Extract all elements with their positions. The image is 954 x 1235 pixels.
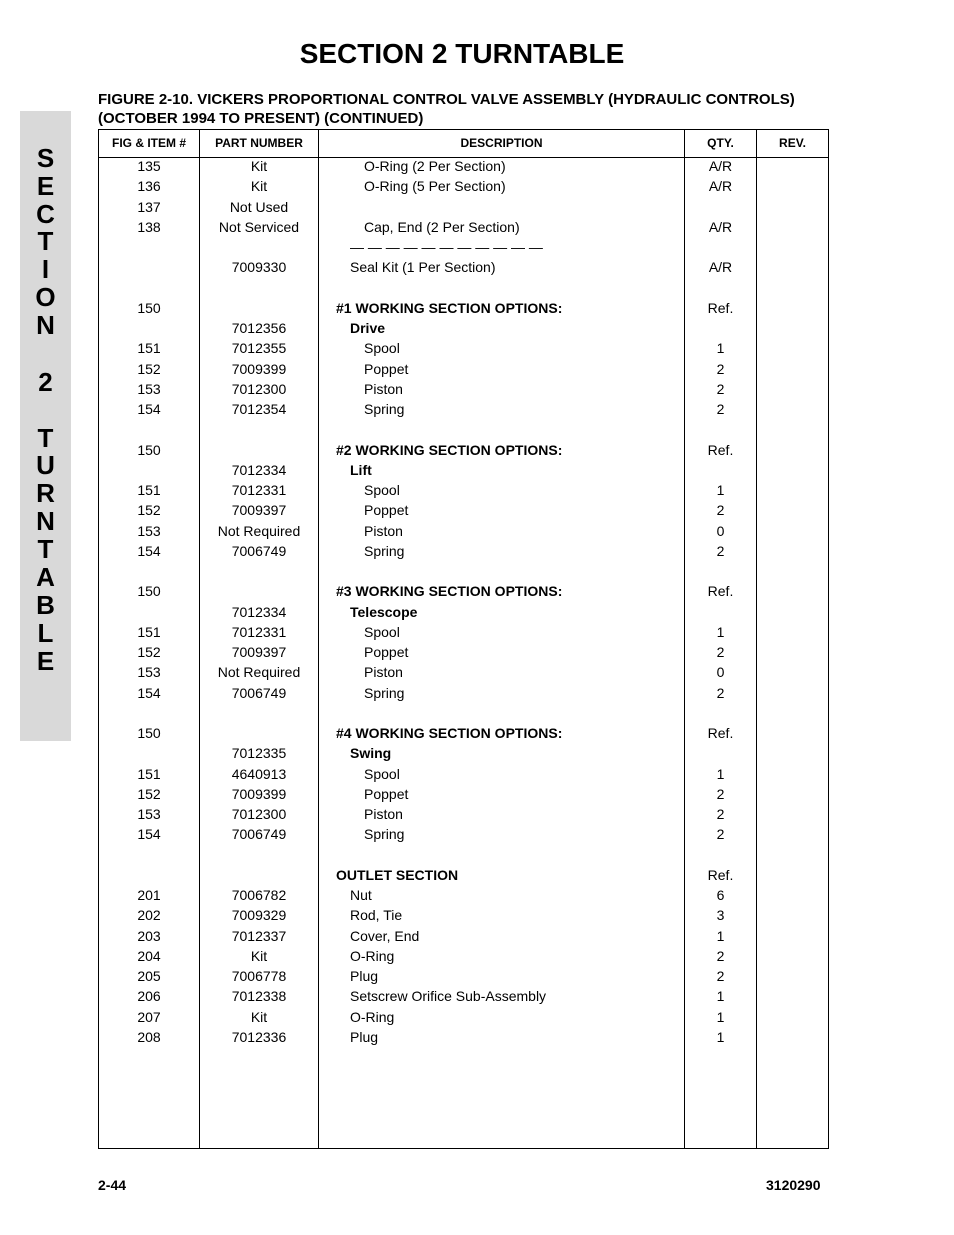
column-divider [756, 130, 757, 1148]
row-description: Nut [350, 887, 372, 903]
row-part-number: Not Required [217, 664, 301, 681]
row-description: O-Ring (5 Per Section) [364, 178, 506, 195]
side-tab-letter: T [37, 423, 54, 453]
row-part-number: Not Serviced [218, 218, 300, 235]
row-item-number: 150 [137, 299, 161, 316]
row-part-number: 7009399 [231, 785, 287, 802]
row-qty: Ref. [707, 866, 734, 883]
row-description: #3 WORKING SECTION OPTIONS: [336, 583, 563, 600]
row-item-number: 153 [137, 806, 161, 822]
row-part-number: 7006749 [231, 684, 287, 701]
row-part-number [200, 419, 318, 439]
row-item-number: 152 [137, 360, 161, 377]
row-description: — — — — — — — — — — — [350, 239, 543, 255]
row-qty: 2 [716, 826, 725, 843]
row-part-number: 7009397 [231, 502, 287, 519]
row-description: Telescope [350, 603, 418, 620]
row-part-number: Not Required [217, 522, 301, 539]
side-tab-letter: I [41, 254, 50, 284]
row-item-number: 151 [137, 765, 161, 782]
row-description: Piston [364, 380, 403, 397]
row-qty: A/R [708, 158, 733, 174]
row-part-number: 7012338 [231, 988, 287, 1005]
row-qty: A/R [708, 218, 733, 235]
figure-title [98, 90, 858, 128]
row-part-number: 7012355 [231, 340, 287, 357]
side-tab-letter: N [36, 506, 55, 536]
row-part-number [200, 581, 318, 601]
row-item-number: 154 [137, 401, 161, 417]
row-part-number [200, 237, 318, 257]
row-description: O-Ring [350, 1008, 395, 1025]
row-qty: 1 [716, 927, 725, 944]
row-description: Piston [364, 522, 403, 539]
row-part-number: 7006778 [231, 968, 287, 984]
row-description: Piston [364, 806, 403, 822]
side-tab-letter: N [36, 310, 55, 340]
row-qty: A/R [708, 259, 733, 276]
row-description: Poppet [364, 360, 409, 377]
row-qty: Ref. [707, 583, 734, 600]
row-qty: 2 [716, 806, 725, 822]
row-part-number [200, 845, 318, 865]
row-part-number [200, 723, 318, 743]
row-description: Poppet [364, 502, 409, 519]
row-part-number: 7012334 [231, 461, 287, 478]
row-description: Spool [364, 623, 400, 640]
column-divider [318, 130, 319, 1148]
row-description: Drive [350, 320, 386, 336]
row-description: O-Ring [350, 947, 395, 964]
row-part-number: 7012334 [231, 603, 287, 620]
row-item-number: 201 [137, 887, 161, 903]
row-item-number [99, 865, 199, 885]
row-item-number: 153 [137, 664, 161, 681]
row-qty [685, 743, 756, 763]
row-item-number: 154 [137, 684, 161, 701]
row-item-number: 154 [137, 826, 161, 843]
side-tab-letter: A [36, 562, 55, 592]
row-qty: 0 [716, 522, 725, 539]
side-tab-letter: R [36, 478, 55, 508]
row-part-number: Kit [250, 178, 268, 195]
row-part-number: Not Used [229, 198, 289, 215]
row-qty: Ref. [707, 441, 734, 458]
row-part-number: 4640913 [231, 765, 287, 782]
row-part-number: 7012336 [231, 1028, 287, 1045]
page-number: 2-44 [98, 1177, 127, 1193]
row-part-number: 7012337 [231, 927, 287, 944]
row-qty [685, 460, 756, 480]
header-description: DESCRIPTION [460, 136, 543, 150]
row-item-number: 151 [137, 340, 161, 357]
side-tab-letter: T [37, 534, 54, 564]
row-item-number: 204 [137, 947, 161, 964]
row-part-number: 7012354 [231, 401, 287, 417]
row-qty: 2 [716, 360, 725, 377]
row-description: Spring [364, 401, 405, 417]
row-qty [685, 237, 756, 257]
row-description: Spring [364, 542, 405, 559]
row-part-number: 7012356 [231, 320, 287, 336]
header-part-number: PART NUMBER [215, 136, 303, 150]
row-part-number [200, 561, 318, 581]
row-qty: Ref. [707, 299, 734, 316]
row-item-number [99, 257, 199, 277]
side-tab-letter: B [36, 590, 55, 620]
row-description: Poppet [364, 785, 409, 802]
document-number: 3120290 [766, 1177, 821, 1193]
row-item-number: 206 [137, 988, 161, 1005]
row-description: Rod, Tie [350, 907, 403, 924]
row-part-number [200, 440, 318, 460]
row-item-number [99, 845, 199, 865]
row-part-number: 7012300 [231, 380, 287, 397]
row-item-number [99, 743, 199, 763]
row-item-number [99, 460, 199, 480]
row-description: Spool [364, 340, 400, 357]
side-tab-letter: S [36, 143, 55, 173]
row-description: #2 WORKING SECTION OPTIONS: [336, 441, 563, 458]
side-tab-letter: O [35, 282, 56, 312]
row-qty: A/R [708, 178, 733, 195]
row-description: O-Ring (2 Per Section) [364, 158, 506, 174]
row-qty: 1 [716, 988, 725, 1005]
row-description: Seal Kit (1 Per Section) [350, 259, 496, 276]
row-part-number: 7006782 [231, 887, 287, 903]
row-qty: 1 [716, 1028, 725, 1045]
row-item-number: 137 [137, 198, 161, 215]
side-tab-letter: T [37, 226, 54, 256]
row-item-number: 150 [137, 725, 161, 741]
row-qty: 3 [716, 907, 725, 924]
row-part-number: 7006749 [231, 542, 287, 559]
figure-title-line-2: (OCTOBER 1994 TO PRESENT) (CONTINUED) [98, 110, 424, 127]
side-tab-letter: L [37, 618, 54, 648]
row-qty: 2 [716, 644, 725, 660]
row-qty: 1 [716, 482, 725, 498]
row-description: Plug [350, 1028, 379, 1045]
row-item-number: 150 [137, 583, 161, 600]
row-qty: 1 [716, 765, 725, 782]
row-part-number: Kit [250, 1008, 268, 1025]
row-qty: 6 [716, 887, 725, 903]
row-part-number: 7009330 [231, 259, 287, 276]
row-item-number: 135 [137, 158, 161, 174]
row-qty: 1 [716, 1008, 725, 1025]
row-description: OUTLET SECTION [336, 866, 459, 883]
row-qty: 2 [716, 785, 725, 802]
row-description: Poppet [364, 644, 409, 660]
row-part-number: Kit [250, 947, 268, 964]
row-item-number [99, 419, 199, 439]
row-item-number: 208 [137, 1028, 161, 1045]
row-qty [685, 602, 756, 622]
row-part-number [200, 278, 318, 298]
row-item-number: 153 [137, 522, 161, 539]
parts-table [98, 129, 829, 1149]
row-description: Swing [350, 745, 392, 762]
row-part-number: 7012331 [231, 482, 287, 498]
row-qty [685, 419, 756, 439]
row-description: #4 WORKING SECTION OPTIONS: [336, 725, 563, 741]
row-item-number: 207 [137, 1008, 161, 1025]
row-qty [685, 318, 756, 338]
row-item-number: 202 [137, 907, 161, 924]
row-qty [685, 561, 756, 581]
row-qty: 0 [716, 664, 725, 681]
row-description: Setscrew Orifice Sub-Assembly [350, 988, 547, 1005]
row-description: Spring [364, 684, 405, 701]
row-item-number: 152 [137, 785, 161, 802]
header-item: FIG & ITEM # [111, 136, 186, 150]
section-side-tab [20, 111, 71, 741]
header-qty: QTY. [707, 136, 734, 150]
row-item-number [99, 278, 199, 298]
row-part-number: 7012300 [231, 806, 287, 822]
row-qty [685, 845, 756, 865]
row-item-number: 136 [137, 178, 161, 195]
figure-title-line-1: FIGURE 2-10. VICKERS PROPORTIONAL CONTROL VALVE ASSEMBLY (HYDRAULIC CONTROLS) [98, 91, 795, 108]
row-item-number: 151 [137, 482, 161, 498]
row-part-number: 7012331 [231, 623, 287, 640]
side-tab-letter: C [36, 199, 55, 229]
row-part-number: 7009399 [231, 360, 287, 377]
row-part-number: 7009397 [231, 644, 287, 660]
row-qty: 2 [716, 968, 725, 984]
row-qty [685, 197, 756, 217]
row-item-number [99, 602, 199, 622]
row-item-number [99, 318, 199, 338]
row-item-number: 151 [137, 623, 161, 640]
row-item-number [99, 561, 199, 581]
row-description: Spring [364, 826, 405, 843]
row-description: Piston [364, 664, 403, 681]
row-part-number: 7012335 [231, 745, 287, 762]
row-qty: Ref. [707, 725, 734, 741]
row-qty [685, 703, 756, 723]
row-description: #1 WORKING SECTION OPTIONS: [336, 299, 563, 316]
row-item-number: 205 [137, 968, 161, 984]
row-item-number: 154 [137, 542, 161, 559]
row-description: Cap, End (2 Per Section) [364, 218, 520, 235]
row-part-number [200, 703, 318, 723]
side-tab-letter: U [36, 450, 55, 480]
side-tab-letter: E [36, 171, 55, 201]
row-description: Spool [364, 765, 400, 782]
row-item-number: 203 [137, 927, 161, 944]
row-description: Spool [364, 482, 400, 498]
row-part-number: 7006749 [231, 826, 287, 843]
row-description: Plug [350, 968, 379, 984]
row-qty: 2 [716, 542, 725, 559]
row-qty: 1 [716, 623, 725, 640]
header-rev: REV. [779, 136, 806, 150]
row-part-number [200, 298, 318, 318]
side-tab-letter: E [36, 646, 55, 676]
row-item-number: 153 [137, 380, 161, 397]
row-qty: 1 [716, 340, 725, 357]
row-qty [685, 278, 756, 298]
row-item-number: 152 [137, 502, 161, 519]
side-tab-letter: 2 [38, 367, 53, 397]
page-title: SECTION 2 TURNTABLE [299, 38, 625, 69]
row-qty: 2 [716, 380, 725, 397]
row-qty: 2 [716, 684, 725, 701]
row-qty: 2 [716, 947, 725, 964]
row-part-number: Kit [250, 158, 268, 174]
row-qty: 2 [716, 401, 725, 417]
row-item-number [99, 237, 199, 257]
row-part-number: 7009329 [231, 907, 287, 924]
row-description: Lift [350, 461, 372, 478]
row-item-number: 152 [137, 644, 161, 660]
row-item-number: 150 [137, 441, 161, 458]
row-qty: 2 [716, 502, 725, 519]
row-part-number [200, 865, 318, 885]
row-item-number: 138 [137, 218, 161, 235]
row-item-number [99, 703, 199, 723]
row-description: Cover, End [350, 927, 420, 944]
